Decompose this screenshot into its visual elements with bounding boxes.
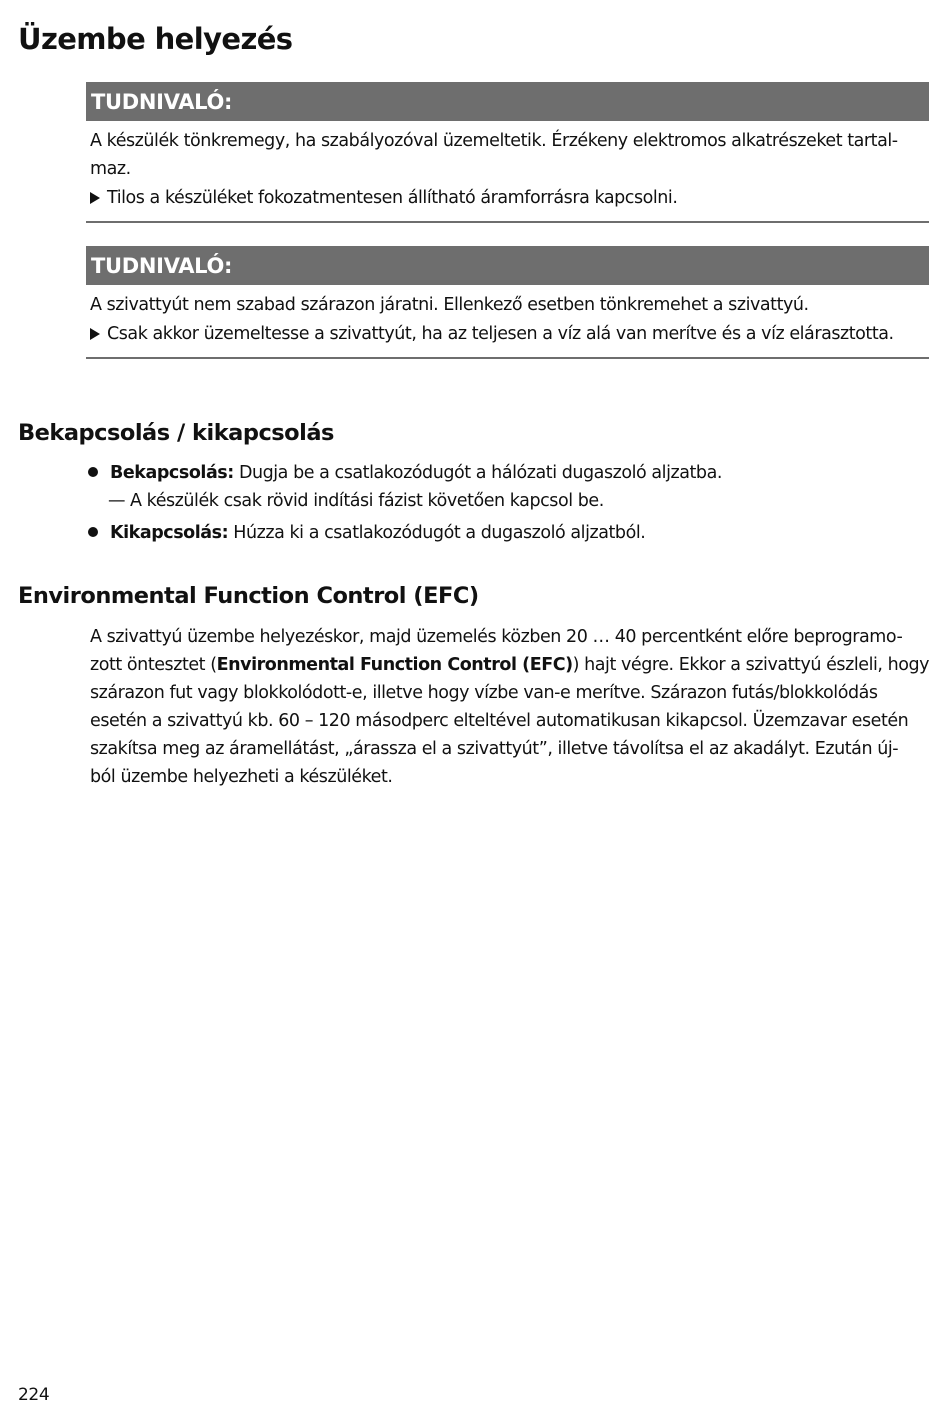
notice-action-text: Tilos a készüléket fokozatmentesen állítható áramforrásra kapcsolni. bbox=[107, 188, 678, 208]
bullet-icon bbox=[88, 467, 98, 477]
notice-action-text: Csak akkor üzemeltesse a szivattyút, ha az teljesen a víz alá van merítve és a víz elárasztotta. bbox=[107, 324, 894, 344]
section-heading-efc: Environmental Function Control (EFC) bbox=[18, 583, 479, 609]
paragraph-line bbox=[90, 651, 930, 679]
item-text: Dugja be a csatlakozódugót a hálózati dugaszoló aljzatba. bbox=[233, 463, 722, 483]
notice-text bbox=[90, 291, 929, 319]
list-item bbox=[88, 459, 928, 487]
paragraph-line: szakítsa meg az áramellátást, „árassza el a szivattyút”, illetve távolítsa el az akadályt. Ezután új- bbox=[90, 739, 899, 759]
notice-text-line: A szivattyút nem szabad szárazon járatni. Ellenkező esetben tönkremehet a szivattyú. bbox=[90, 295, 809, 315]
onoff-list bbox=[88, 459, 928, 547]
paragraph-line: esetén a szivattyú kb. 60 – 120 másodperc elteltével automatikusan kikapcsol. Üzemzavar esetén bbox=[90, 711, 909, 731]
bullet-icon bbox=[88, 527, 98, 537]
notice-header: TUDNIVALÓ: bbox=[86, 246, 929, 285]
list-subitem bbox=[88, 487, 928, 515]
list-item bbox=[88, 519, 928, 547]
item-label: Bekapcsolás: bbox=[110, 463, 234, 483]
notice-action bbox=[90, 184, 929, 212]
item-text: Húzza ki a csatlakozódugót a dugaszoló aljzatból. bbox=[228, 523, 646, 543]
notice-header: TUDNIVALÓ: bbox=[86, 82, 929, 121]
notice-text bbox=[90, 127, 929, 183]
notice-action bbox=[90, 320, 929, 348]
paragraph-line: ból üzembe helyezheti a készüléket. bbox=[90, 767, 393, 787]
notice-box bbox=[86, 246, 929, 359]
notice-text-line: A készülék tönkremegy, ha szabályozóval üzemeltetik. Érzékeny elektromos alkatrészeket tartal- bbox=[90, 131, 898, 151]
paragraph-line: A szivattyú üzembe helyezéskor, majd üzemelés közben 20 … 40 percentként előre beprogramo- bbox=[90, 627, 903, 647]
line-text: ) hajt végre. Ekkor a szivattyú észleli, hogy bbox=[572, 655, 930, 675]
page-number: 224 bbox=[18, 1385, 50, 1405]
dash-icon: — bbox=[108, 491, 126, 511]
item-label: Kikapcsolás: bbox=[110, 523, 229, 543]
notice-text-line: maz. bbox=[90, 159, 131, 179]
triangle-right-icon bbox=[90, 192, 100, 204]
triangle-right-icon bbox=[90, 328, 100, 340]
subitem-text: A készülék csak rövid indítási fázist követően kapcsol be. bbox=[130, 491, 604, 511]
efc-paragraph bbox=[90, 623, 930, 791]
line-text: zott öntesztet ( bbox=[90, 655, 217, 675]
section-heading-onoff: Bekapcsolás / kikapcsolás bbox=[18, 420, 334, 446]
page-title: Üzembe helyezés bbox=[18, 22, 293, 56]
efc-term: Environmental Function Control (EFC) bbox=[216, 655, 573, 675]
paragraph-line: szárazon fut vagy blokkolódott-e, illetve hogy vízbe van-e merítve. Szárazon futás/blokkolódás bbox=[90, 683, 878, 703]
notice-box bbox=[86, 82, 929, 223]
